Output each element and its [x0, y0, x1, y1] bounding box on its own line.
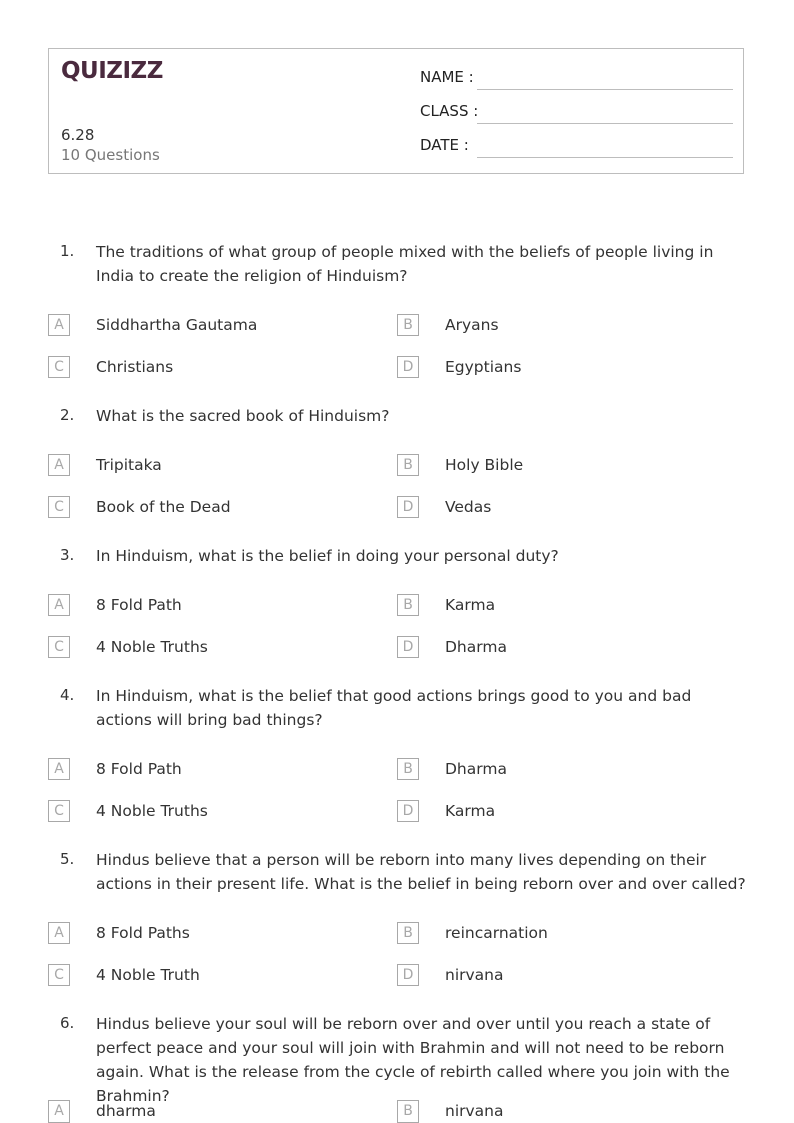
- class-label: CLASS :: [420, 102, 479, 120]
- option-letter-box: B: [397, 594, 419, 616]
- option-letter-box: A: [48, 314, 70, 336]
- option-text: 4 Noble Truths: [96, 638, 208, 656]
- option-letter-box: C: [48, 636, 70, 658]
- option-text: reincarnation: [445, 924, 548, 942]
- option-letter-box: D: [397, 496, 419, 518]
- question-text: In Hinduism, what is the belief that good actions brings good to you and bad actions will bring bad things?: [96, 687, 692, 729]
- option-text: Holy Bible: [445, 456, 524, 474]
- option-letter-box: A: [48, 454, 70, 476]
- option-text: nirvana: [445, 1102, 504, 1120]
- option-letter-box: A: [48, 1100, 70, 1123]
- option-text: Karma: [445, 596, 496, 614]
- option-text: 8 Fold Paths: [96, 924, 190, 942]
- name-label: NAME :: [420, 68, 474, 86]
- question-text: Hindus believe your soul will be reborn over and over until you reach a state of perfect peace and your soul will join with Brahmin and will not need to be reborn again. What is the release from the cycle of rebirth called where you join with the Brahmin?: [96, 1015, 730, 1105]
- question-text: What is the sacred book of Hinduism?: [96, 407, 390, 425]
- option-text: Egyptians: [445, 358, 522, 376]
- name-line: [477, 89, 733, 90]
- option-text: 8 Fold Path: [96, 760, 182, 778]
- option-text: 4 Noble Truth: [96, 966, 200, 984]
- question-count: 10 Questions: [61, 146, 160, 164]
- question-number: 3.: [60, 546, 75, 564]
- option-letter-box: C: [48, 800, 70, 822]
- option-text: 8 Fold Path: [96, 596, 182, 614]
- question-text: The traditions of what group of people mixed with the beliefs of people living in India to create the religion of Hinduism?: [96, 243, 714, 285]
- worksheet-header: [48, 48, 744, 174]
- option-text: 4 Noble Truths: [96, 802, 208, 820]
- option-letter-box: C: [48, 356, 70, 378]
- worksheet-code: 6.28: [61, 126, 95, 144]
- question-number: 2.: [60, 406, 75, 424]
- quizizz-logo: QUIZIZZ: [61, 58, 163, 84]
- date-label: DATE :: [420, 136, 469, 154]
- option-text: Vedas: [445, 498, 492, 516]
- option-text: Dharma: [445, 760, 507, 778]
- option-letter-box: C: [48, 496, 70, 518]
- option-letter-box: B: [397, 314, 419, 336]
- option-text: Tripitaka: [96, 456, 162, 474]
- option-letter-box: D: [397, 800, 419, 822]
- option-text: Karma: [445, 802, 496, 820]
- question-number: 6.: [60, 1014, 75, 1032]
- option-letter-box: B: [397, 758, 419, 780]
- date-line: [477, 157, 733, 158]
- option-letter-box: A: [48, 922, 70, 944]
- option-text: nirvana: [445, 966, 504, 984]
- option-text: Book of the Dead: [96, 498, 231, 516]
- option-letter-box: B: [397, 1100, 419, 1123]
- question-number: 5.: [60, 850, 75, 868]
- option-letter-box: B: [397, 454, 419, 476]
- option-text: Christians: [96, 358, 174, 376]
- option-text: Dharma: [445, 638, 507, 656]
- option-letter-box: D: [397, 356, 419, 378]
- option-text: Siddhartha Gautama: [96, 316, 258, 334]
- option-letter-box: D: [397, 964, 419, 986]
- option-text: Aryans: [445, 316, 499, 334]
- option-letter-box: C: [48, 964, 70, 986]
- option-letter-box: D: [397, 636, 419, 658]
- question-number: 1.: [60, 242, 75, 260]
- option-letter-box: A: [48, 758, 70, 780]
- option-letter-box: B: [397, 922, 419, 944]
- question-text: Hindus believe that a person will be reborn into many lives depending on their actions in their present life. What is the belief in being reborn over and over called?: [96, 851, 746, 893]
- class-line: [477, 123, 733, 124]
- option-text: dharma: [96, 1102, 156, 1120]
- question-number: 4.: [60, 686, 75, 704]
- question-text: In Hinduism, what is the belief in doing your personal duty?: [96, 547, 559, 565]
- option-letter-box: A: [48, 594, 70, 616]
